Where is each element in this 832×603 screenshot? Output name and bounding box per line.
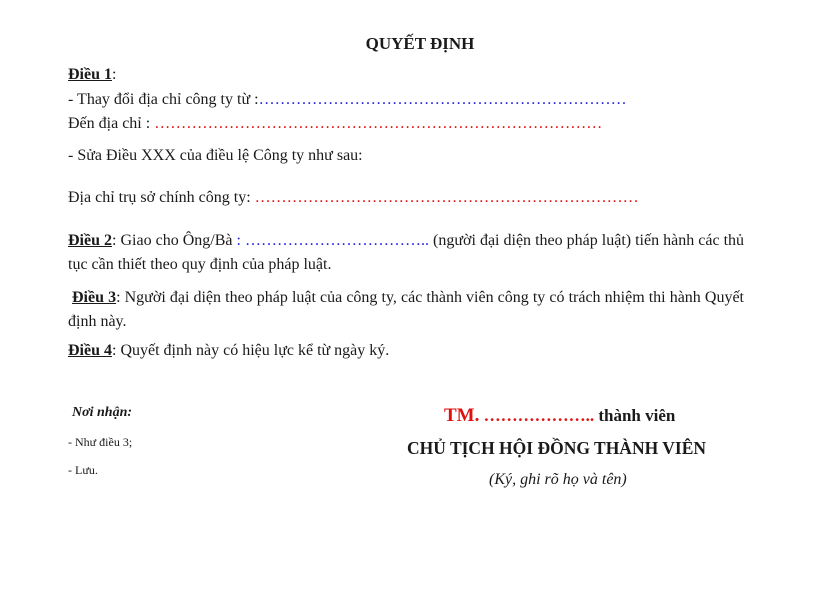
article-1-heading xyxy=(68,66,116,84)
article-1-line-2 xyxy=(68,115,602,133)
article-4 xyxy=(68,342,389,360)
fill-in-dots: …………………………………………………………… xyxy=(258,91,627,108)
signature-note: (Ký, ghi rõ họ và tên) xyxy=(489,471,627,488)
line-label: Đến địa chỉ : xyxy=(68,115,155,132)
article-4-text: : Quyết định này có hiệu lực kể từ ngày ký. xyxy=(112,342,390,359)
article-1-line-3: - Sửa Điều XXX của điều lệ Công ty như sau: xyxy=(68,147,363,164)
article-2-text-cont: (người đại diện theo pháp luật) tiến hành các thủ tục cần thiết theo quy định của pháp luật. xyxy=(68,232,745,273)
signature-tm-line xyxy=(444,405,675,427)
document-title: QUYẾT ĐỊNH xyxy=(365,34,475,53)
article-1-line-4 xyxy=(68,189,639,207)
fill-in-dots: ……………….. xyxy=(479,406,595,425)
article-3-label: Điều 3 xyxy=(72,289,117,306)
line-label: - Thay đổi địa chỉ công ty từ : xyxy=(68,91,259,108)
article-1-label: Điều 1 xyxy=(68,66,112,83)
colon: : xyxy=(112,66,117,83)
signature-role: CHỦ TỊCH HỘI ĐỒNG THÀNH VIÊN xyxy=(407,438,707,458)
tm-label: TM. xyxy=(444,405,480,426)
line-label: Địa chỉ trụ sở chính công ty: xyxy=(68,189,255,206)
article-2 xyxy=(68,229,744,277)
fill-in-dots: ………………………………………………………………………… xyxy=(154,115,603,132)
article-2-text: : Giao cho Ông/Bà xyxy=(112,232,237,249)
recipient-item: - Lưu. xyxy=(68,463,98,477)
article-4-label: Điều 4 xyxy=(68,342,112,359)
fill-in-dots: : …………………………….. xyxy=(236,232,429,249)
article-3-text: : Người đại diện theo pháp luật của công ty, các thành viên công ty có trách nhiệm thi hành Quyết định này. xyxy=(68,289,744,330)
recipients-heading: Nơi nhận: xyxy=(72,405,133,420)
article-1-line-1 xyxy=(68,91,627,109)
recipient-item: - Như điều 3; xyxy=(68,435,133,449)
fill-in-dots: ……………………………………………………………… xyxy=(254,189,639,206)
article-2-label: Điều 2 xyxy=(68,232,113,249)
article-3 xyxy=(68,286,744,334)
members-label: thành viên xyxy=(594,406,676,425)
